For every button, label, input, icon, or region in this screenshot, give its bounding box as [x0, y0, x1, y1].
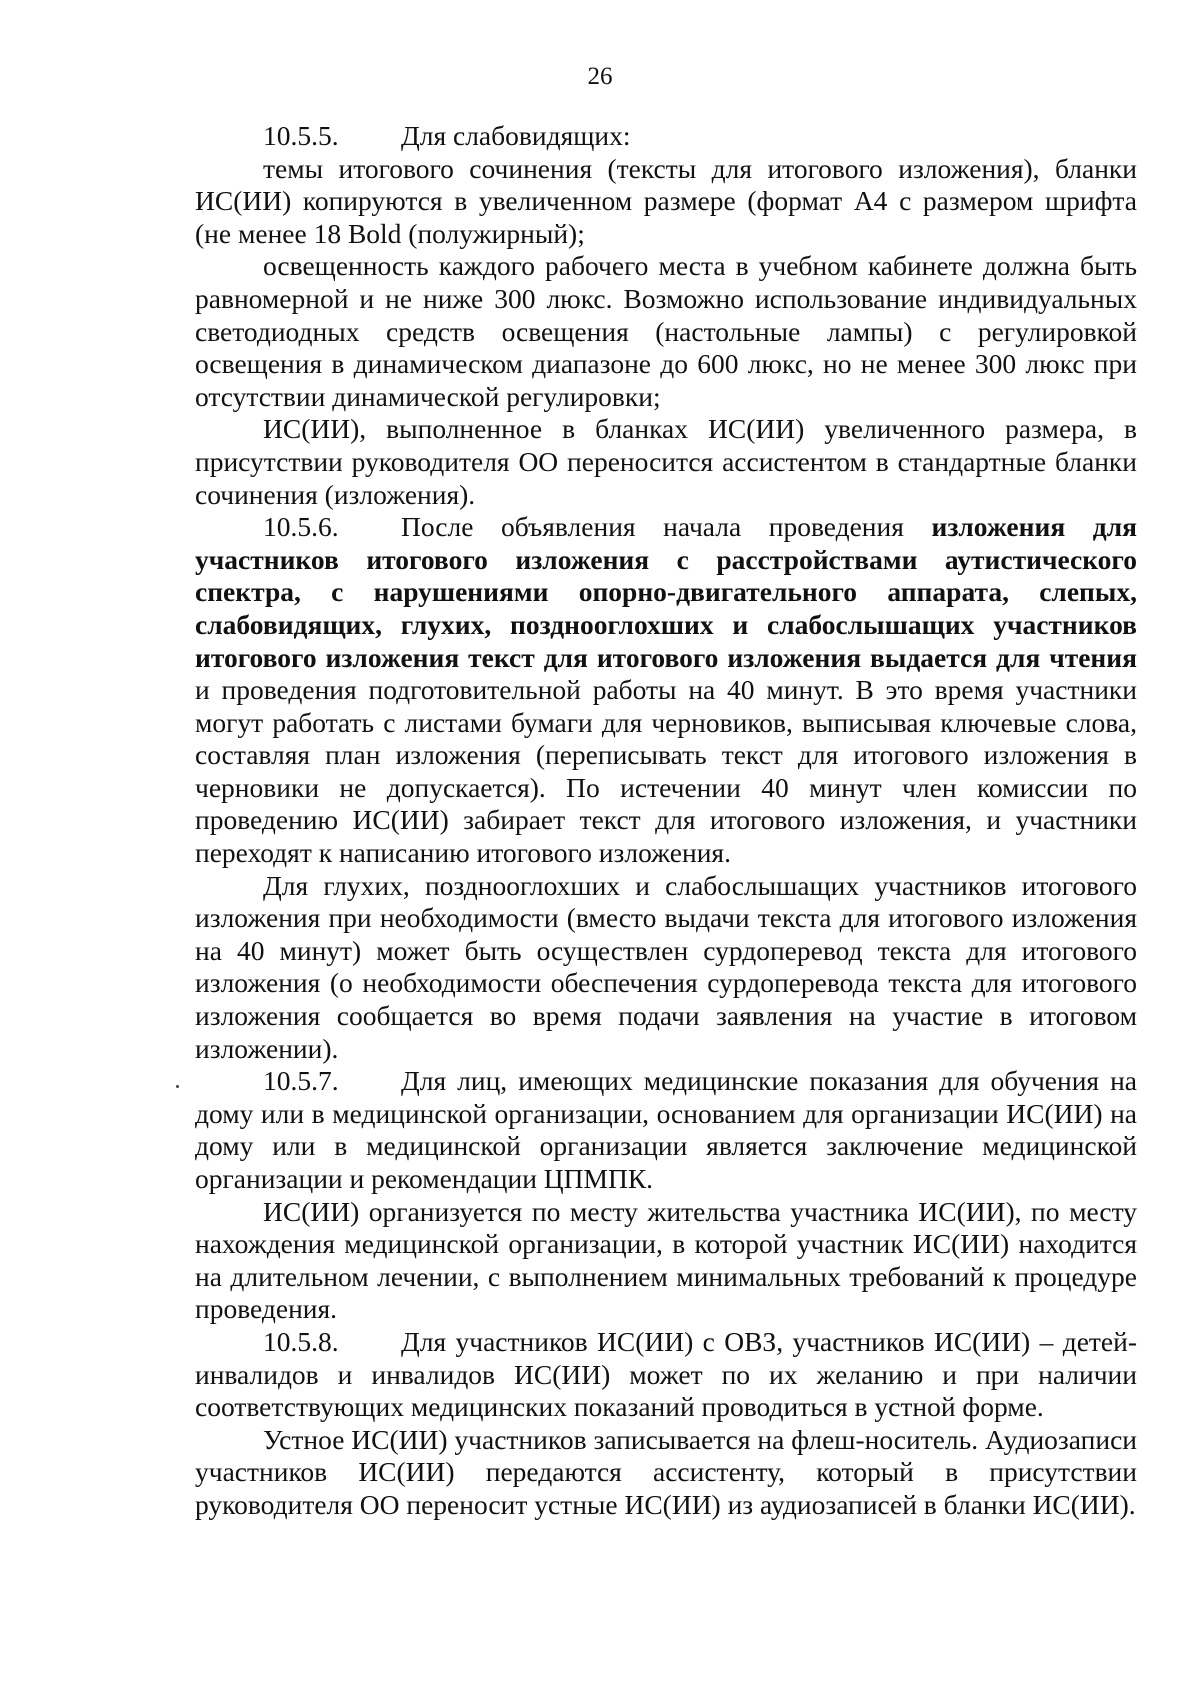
section-10-5-7-paragraph	[195, 1065, 1137, 1195]
paragraph: Для глухих, позднооглохших и слабослышащих участников итогового изложения при необходимости (вместо выдачи текста для итогового изложения на 40 минут) может быть осуществлен сурдоперевод текста для итогового изложения (о необходимости обеспечения сурдоперевода текста для итогового изложения сообщается во время подачи заявления на участие в итоговом изложении).	[195, 869, 1137, 1064]
section-number: 10.5.6.	[263, 511, 339, 543]
paragraph-lead: После объявления начала проведения	[401, 511, 932, 543]
paragraph-rest: и проведения подготовительной работы на 40 минут. В это время участники могут работать с листами бумаги для черновиков, выписывая ключевые слова, составляя план изложения (переписывать текст для итогового изложения в черновики не допускается). По истечении 40 минут член комиссии по проведению ИС(ИИ) забирает текст для итогового изложения, и участники переходят к написанию итогового изложения.	[195, 674, 1137, 869]
paragraph: освещенность каждого рабочего места в учебном кабинете должна быть равномерной и не ниже 300 люкс. Возможно использование индивидуальных светодиодных средств освещения (настольные лампы) с регулировкой освещения в динамическом диапазоне до 600 люкс, но не менее 300 люкс при отсутствии динамической регулировки;	[195, 250, 1137, 412]
section-number: 10.5.5.	[263, 120, 339, 151]
paragraph: Устное ИС(ИИ) участников записывается на флеш-носитель. Аудиозаписи участников ИС(ИИ) передаются ассистенту, который в присутствии руководителя ОО переносит устные ИС(ИИ) из аудиозаписей в бланки ИС(ИИ).	[195, 1423, 1137, 1520]
paragraph-text: Для участников ИС(ИИ) с ОВЗ, участников ИС(ИИ) – детей- инвалидов и инвалидов ИС(ИИ) может по их желанию и при наличии соответствующих медицинских показаний проводиться в устной форме.	[195, 1325, 1137, 1423]
paragraph-bold-text: изложения для участников итогового изложения с расстройствами аутистического спектра, с нарушениями опорно-двигательного аппарата, слепых, слабовидящих, глухих, позднооглохших и слабослышащих участников итогового изложения текст для итогового изложения выдается для чтения	[195, 511, 1137, 673]
section-number: 10.5.7.	[263, 1065, 339, 1097]
section-10-5-5-heading	[195, 120, 1137, 153]
section-number: 10.5.8.	[263, 1325, 339, 1357]
document-body	[195, 120, 1137, 1522]
paragraph: ИС(ИИ) организуется по месту жительства участника ИС(ИИ), по месту нахождения медицинской организации, в которой участник ИС(ИИ) находится на длительном лечении, с выполнением минимальных требований к процедуре проведения.	[195, 1195, 1137, 1325]
page-number: 26	[587, 63, 613, 90]
scan-dot-mark	[176, 1085, 179, 1088]
section-10-5-6-paragraph	[195, 511, 1137, 870]
paragraph: ИС(ИИ), выполненное в бланках ИС(ИИ) увеличенного размера, в присутствии руководителя ОО переносится ассистентом в стандартные бланки сочинения (изложения).	[195, 413, 1137, 510]
section-10-5-8-paragraph	[195, 1326, 1137, 1424]
paragraph: темы итогового сочинения (тексты для итогового изложения), бланки ИС(ИИ) копируются в увеличенном размере (формат А4 с размером шрифта (не менее 18 Bold (полужирный);	[195, 152, 1137, 249]
paragraph-text: Для лиц, имеющих медицинские показания для обучения на дому или в медицинской организации, основанием для организации ИС(ИИ) на дому или в медицинской организации является заключение медицинской организации и рекомендации ЦПМПК.	[195, 1065, 1137, 1194]
section-heading: Для слабовидящих:	[401, 120, 631, 151]
